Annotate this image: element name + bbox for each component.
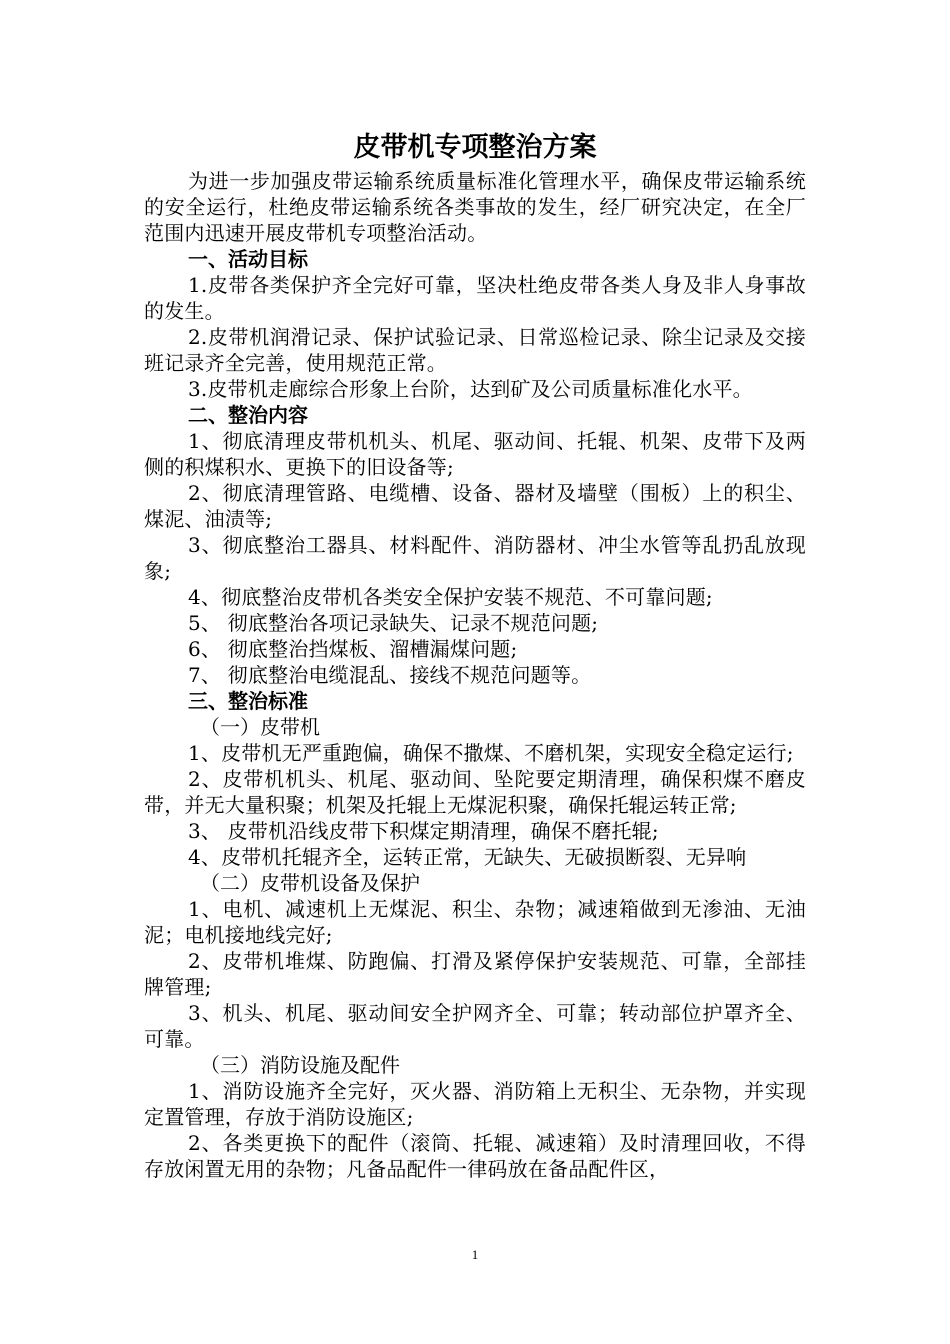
section-heading-content: 二、整治内容 [188, 403, 308, 427]
content-item: 1、彻底清理皮带机机头、机尾、驱动间、托辊、机架、皮带下及两侧的积煤积水、更换下的旧设备等; [144, 429, 806, 479]
standard-item: 2、皮带机堆煤、防跑偏、打滑及紧停保护安装规范、可靠，全部挂牌管理; [144, 949, 806, 999]
goal-item: 2.皮带机润滑记录、保护试验记录、日常巡检记录、除尘记录及交接班记录齐全完善，使用规范正常。 [144, 325, 806, 375]
content-item: 7、 彻底整治电缆混乱、接线不规范问题等。 [188, 663, 592, 687]
subsection-heading-belt: （一）皮带机 [200, 715, 320, 739]
goal-item: 1.皮带各类保护齐全完好可靠，坚决杜绝皮带各类人身及非人身事故的发生。 [144, 273, 806, 323]
section-heading-goals: 一、活动目标 [188, 247, 308, 271]
subsection-heading-equipment: （二）皮带机设备及保护 [200, 871, 420, 895]
document-title: 皮带机专项整治方案 [353, 132, 597, 163]
content-item: 4、彻底整治皮带机各类安全保护安装不规范、不可靠问题; [188, 585, 713, 609]
content-item: 5、 彻底整治各项记录缺失、记录不规范问题; [188, 611, 599, 635]
content-item: 2、彻底清理管路、电缆槽、设备、器材及墙壁（围板）上的积尘、煤泥、油渍等; [144, 481, 806, 531]
standard-item: 1、消防设施齐全完好，灭火器、消防箱上无积尘、无杂物，并实现定置管理，存放于消防设施区; [144, 1079, 806, 1129]
content-item: 3、彻底整治工器具、材料配件、消防器材、冲尘水管等乱扔乱放现象; [144, 533, 806, 583]
standard-item: 2、各类更换下的配件（滚筒、托辊、减速箱）及时清理回收，不得存放闲置无用的杂物；凡备品配件一律码放在备品配件区， [144, 1131, 806, 1181]
content-item: 6、 彻底整治挡煤板、溜槽漏煤问题; [188, 637, 518, 661]
section-heading-standards: 三、整治标准 [188, 689, 308, 713]
standard-item: 3、机头、机尾、驱动间安全护网齐全、可靠；转动部位护罩齐全、可靠。 [144, 1001, 806, 1051]
goal-item: 3.皮带机走廊综合形象上台阶，达到矿及公司质量标准化水平。 [188, 377, 753, 401]
intro-paragraph: 为进一步加强皮带运输系统质量标准化管理水平，确保皮带运输系统的安全运行，杜绝皮带运输系统各类事故的发生，经厂研究决定，在全厂范围内迅速开展皮带机专项整治活动。 [144, 169, 806, 245]
standard-item: 1、电机、减速机上无煤泥、积尘、杂物；减速箱做到无渗油、无油泥；电机接地线完好; [144, 897, 806, 947]
standard-item: 3、 皮带机沿线皮带下积煤定期清理，确保不磨托辊; [188, 819, 659, 843]
document-body [144, 128, 806, 1182]
standard-item: 2、皮带机机头、机尾、驱动间、坠陀要定期清理，确保积煤不磨皮带，并无大量积聚；机架及托辊上无煤泥积聚，确保托辊运转正常; [144, 767, 806, 817]
standard-item: 1、皮带机无严重跑偏，确保不撒煤、不磨机架，实现安全稳定运行; [188, 741, 794, 765]
standard-item: 4、皮带机托辊齐全，运转正常，无缺失、无破损断裂、无异响 [188, 845, 747, 869]
page-number: 1 [471, 1247, 479, 1262]
subsection-heading-fire: （三）消防设施及配件 [200, 1053, 400, 1077]
